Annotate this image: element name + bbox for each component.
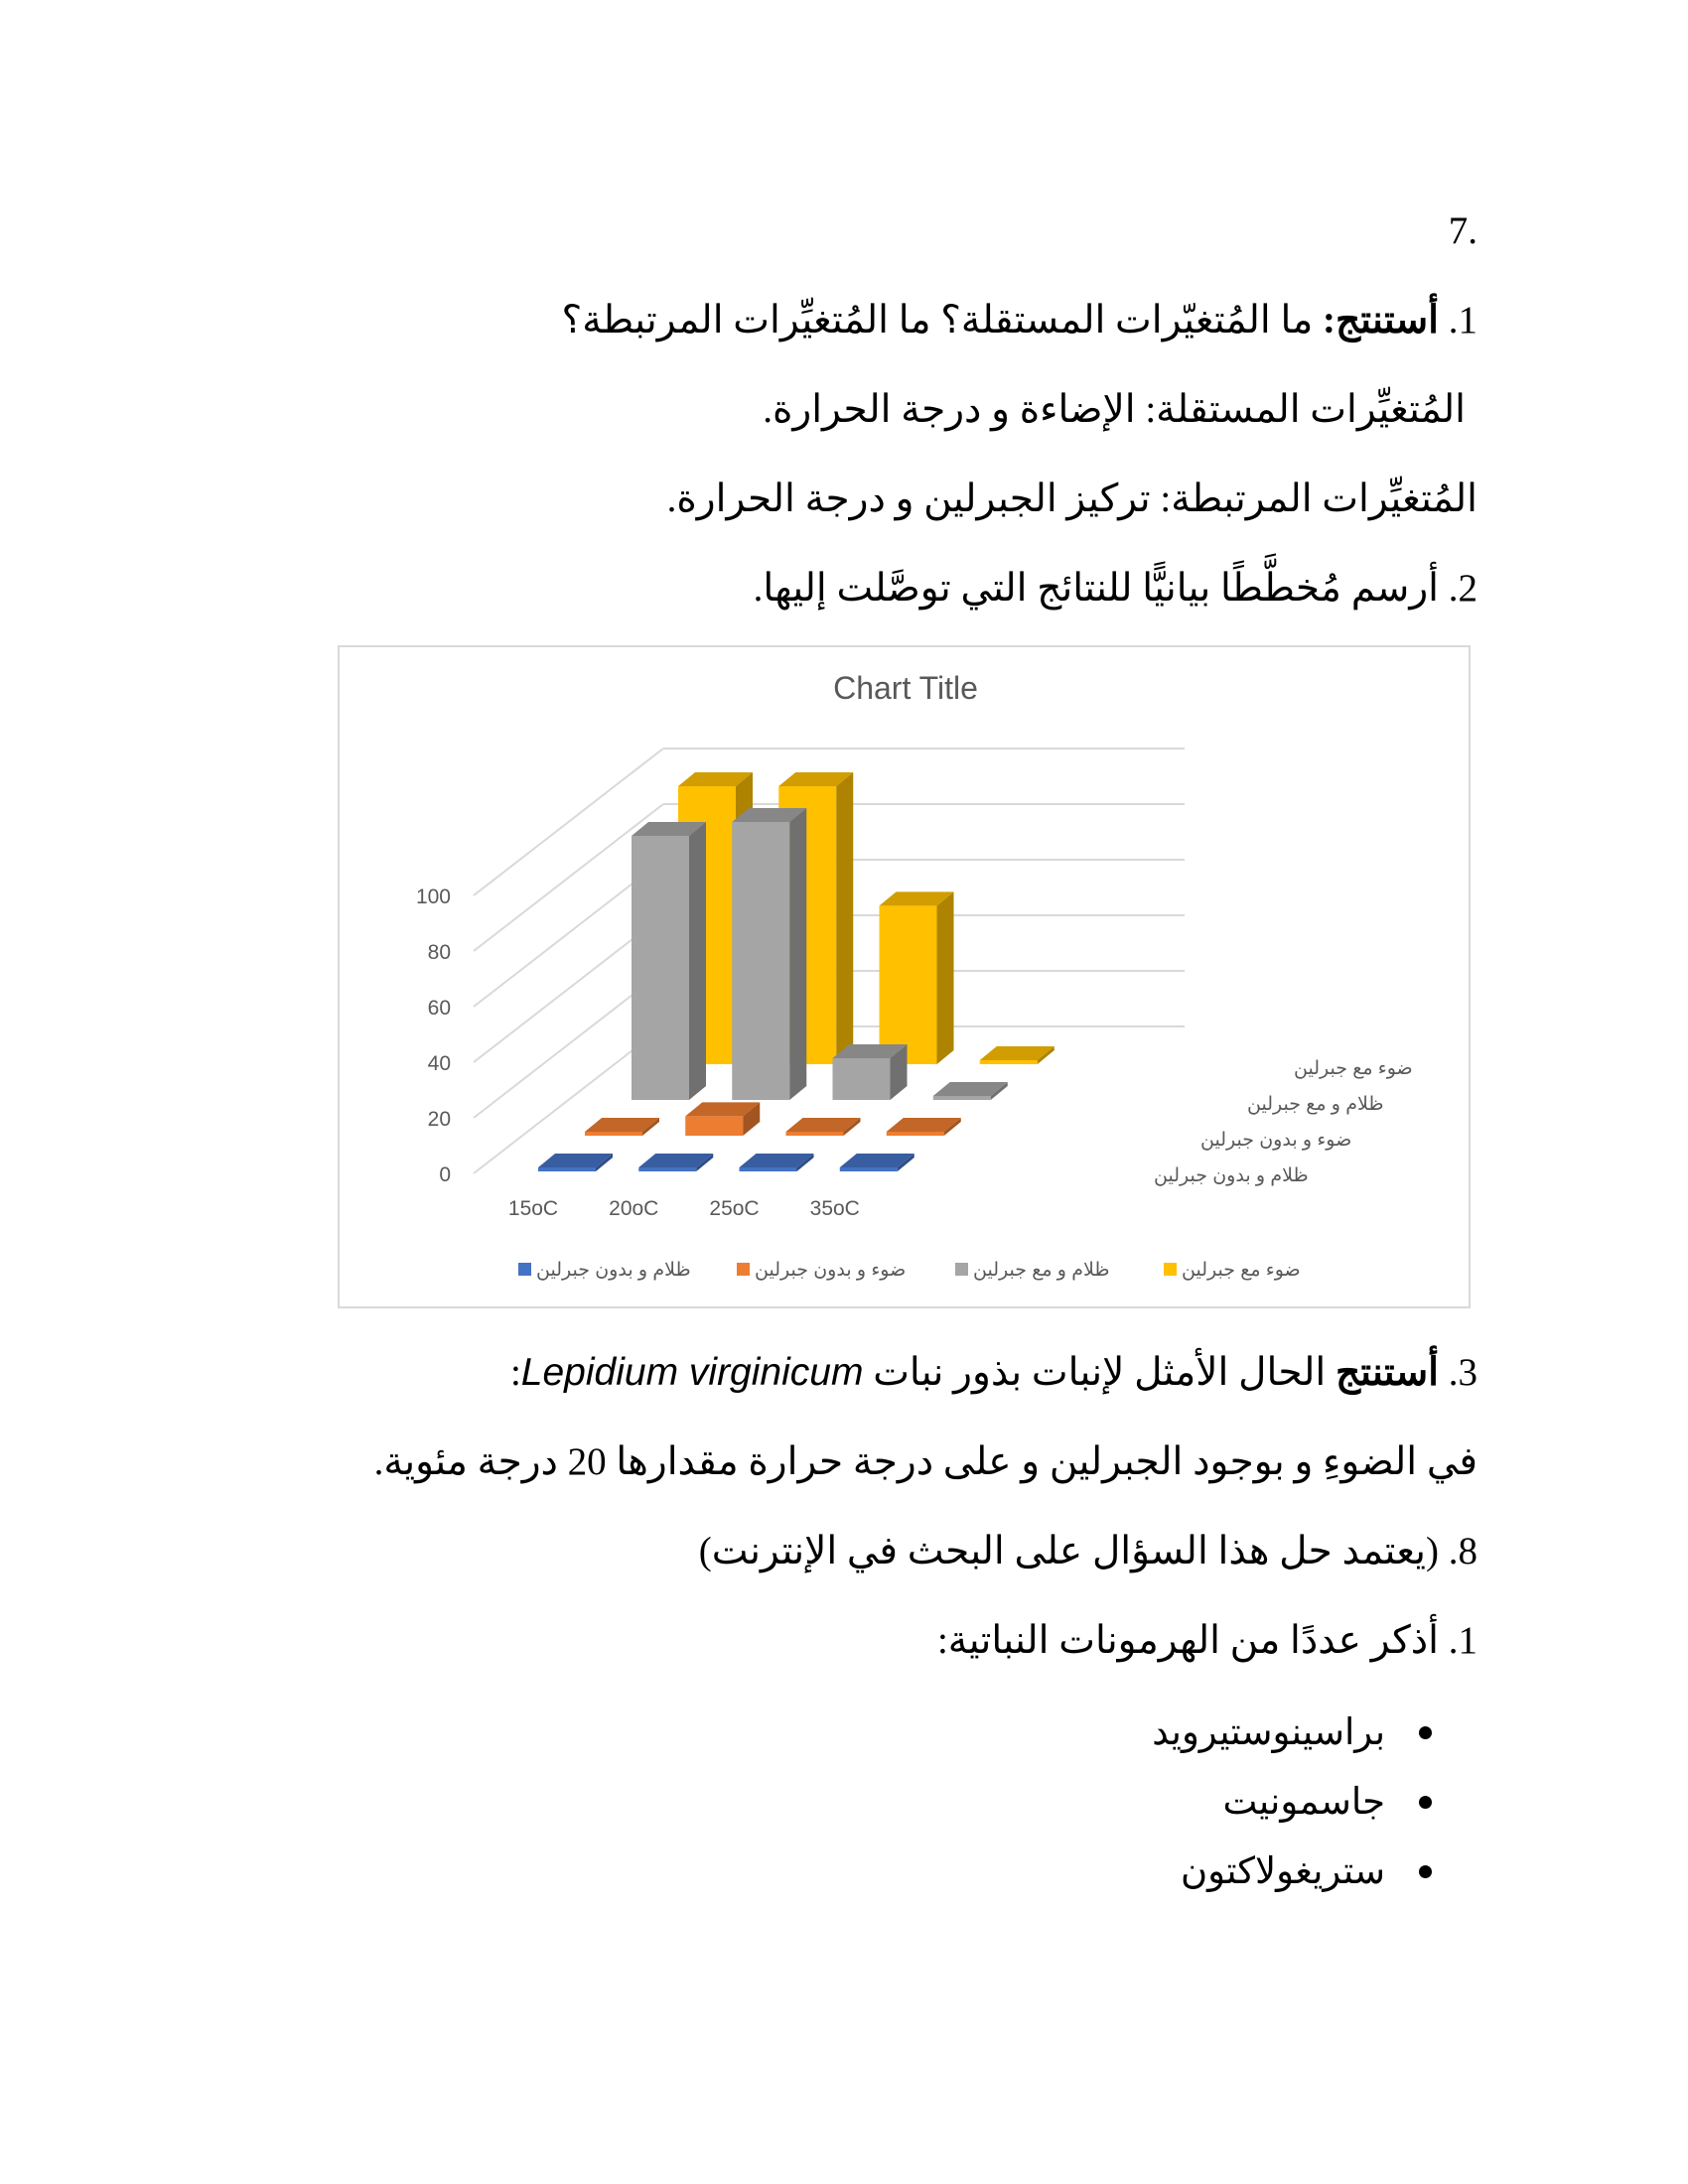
bar-side: [689, 822, 706, 1100]
y-tick-label: 0: [439, 1163, 451, 1186]
bullet-icon: [1419, 1796, 1432, 1809]
y-tick-label: 100: [415, 886, 451, 908]
bar: [980, 1060, 1038, 1064]
y-tick-label: 20: [427, 1108, 451, 1131]
series-depth-label: ضوء و بدون جبرلين: [1200, 1130, 1352, 1151]
series-depth-label: ضوء مع جبرلين: [1294, 1058, 1413, 1079]
x-tick-label: 15oC: [507, 1197, 559, 1220]
series-depth-label: ظلام و بدون جبرلين: [1154, 1165, 1309, 1186]
bar: [632, 836, 689, 1100]
bar: [880, 905, 937, 1064]
y-tick-label: 40: [427, 1052, 451, 1075]
bullet-icon: [1419, 1865, 1432, 1878]
question-7-number: .7: [1448, 209, 1477, 252]
question-8-number: 8.: [1448, 1530, 1477, 1572]
hormone-name: براسينوستيرويد: [1152, 1712, 1385, 1753]
question-7-1-keyword: أستنتج:: [1323, 299, 1439, 341]
dependent-variables-answer: المُتغيِّرات المرتبطة: تركيز الجبرلين و درجة الحرارة.: [666, 478, 1477, 520]
bar: [840, 1167, 898, 1171]
question-7-3-colon: :: [509, 1351, 521, 1394]
question-8-1: [937, 1616, 1477, 1666]
chart-title: Chart Title: [833, 670, 978, 706]
question-7-1-text: ما المُتغيّرات المستقلة؟ ما المُتغيِّرات المرتبطة؟: [561, 299, 1324, 341]
bar: [538, 1167, 596, 1171]
question-7-3: [510, 1348, 1477, 1398]
chart-svg: [340, 647, 1473, 1310]
x-tick-label: 20oC: [609, 1197, 659, 1220]
question-7-3-text: الحال الأمثل لإنبات بذور نبات: [863, 1351, 1336, 1394]
question-8-1-text: أذكر عددًا من الهرمونات النباتية:: [936, 1619, 1439, 1662]
question-8-1-number: 1.: [1448, 1619, 1477, 1662]
question-8-text: (يعتمد حل هذا السؤال على البحث في الإنترنت): [698, 1530, 1439, 1572]
legend-label: ضوء مع جبرلين: [1182, 1260, 1301, 1281]
legend-label: ظلام و مع جبرلين: [973, 1260, 1110, 1281]
legend-label: ضوء و بدون جبرلين: [755, 1260, 907, 1281]
legend-label: ظلام و بدون جبرلين: [536, 1260, 691, 1281]
question-7-2-number: 2.: [1448, 567, 1477, 610]
species-name: Lepidium virginicum: [520, 1351, 864, 1394]
question-8: [699, 1527, 1477, 1576]
question-7-2: [754, 564, 1477, 614]
bar-side: [789, 808, 806, 1100]
bullet-icon: [1419, 1726, 1432, 1739]
question-7-1: [562, 296, 1477, 345]
hormones-list: [1152, 1698, 1432, 1906]
hormone-name: جاسمونيت: [1222, 1782, 1385, 1823]
bar: [740, 1167, 797, 1171]
list-item: [1152, 1837, 1432, 1906]
question-7-3-keyword: أستنتج: [1336, 1351, 1439, 1394]
bar-chart: [338, 645, 1471, 1308]
legend-swatch: [955, 1263, 968, 1276]
bar-side: [836, 772, 853, 1064]
bar: [585, 1132, 642, 1136]
bar: [933, 1096, 991, 1100]
bar: [685, 1116, 743, 1136]
bar: [887, 1132, 944, 1136]
legend-swatch: [518, 1263, 531, 1276]
x-tick-label: 35oC: [809, 1197, 860, 1220]
question-7-2-text: أرسم مُخطَّطًا بيانيًّا للنتائج التي توصَّلت إليها.: [753, 567, 1439, 610]
bar: [833, 1058, 891, 1100]
y-tick-label: 60: [427, 997, 451, 1020]
legend-swatch: [1164, 1263, 1177, 1276]
independent-variables-answer: المُتغيِّرات المستقلة: الإضاءة و درجة الحرارة.: [763, 388, 1466, 431]
bar: [638, 1167, 696, 1171]
y-tick-label: 80: [427, 941, 451, 964]
bar: [786, 1132, 844, 1136]
series-depth-label: ظلام و مع جبرلين: [1247, 1094, 1384, 1115]
legend-swatch: [737, 1263, 750, 1276]
hormone-name: ستريغولاكتون: [1180, 1851, 1385, 1892]
bar: [732, 822, 789, 1100]
bar-side: [937, 891, 954, 1064]
list-item: [1152, 1698, 1432, 1767]
x-tick-label: 25oC: [709, 1197, 760, 1220]
question-7-3-number: 3.: [1448, 1351, 1477, 1394]
list-item: [1152, 1767, 1432, 1837]
optimal-condition-answer: في الضوءِ و بوجود الجبرلين و على درجة حرارة مقدارها 20 درجة مئوية.: [373, 1440, 1477, 1483]
question-7-1-number: 1.: [1448, 299, 1477, 341]
